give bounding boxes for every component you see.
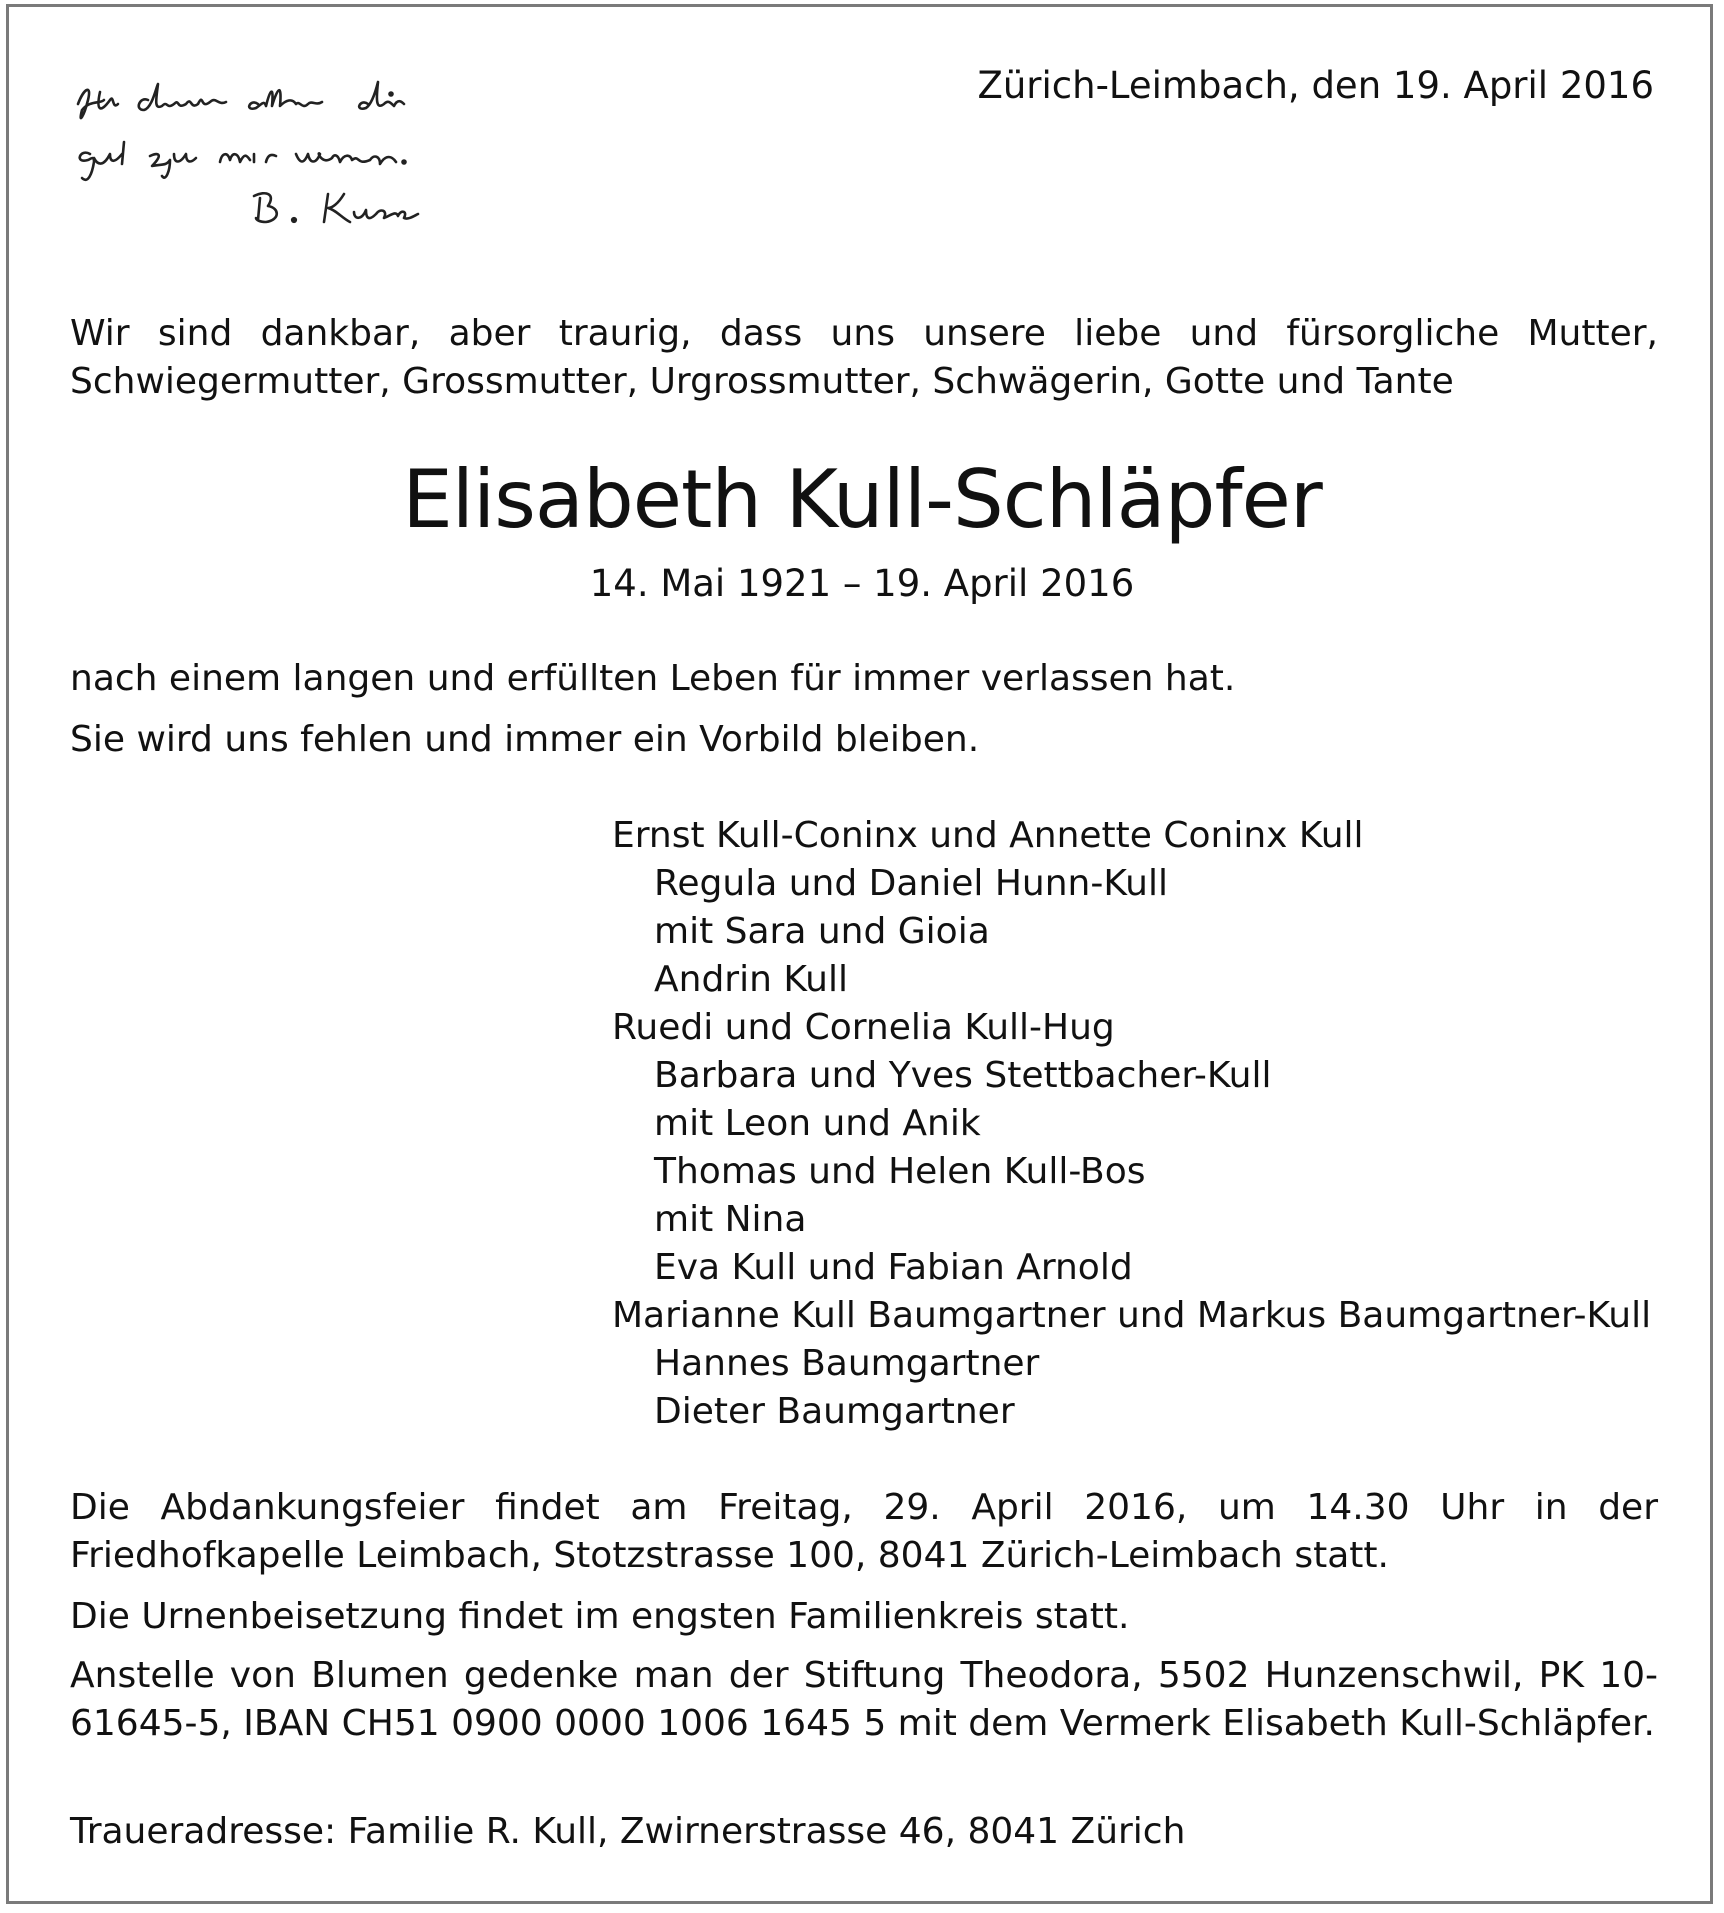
mourner-family: Ruedi und Cornelia Kull-Hug: [612, 1007, 1115, 1048]
handwritten-note-image: [70, 70, 490, 250]
mourner-member: Thomas und Helen Kull-Bos: [654, 1151, 1146, 1192]
life-dates: 14. Mai 1921 – 19. April 2016: [589, 562, 1135, 605]
donation-note: Anstelle von Blumen gedenke man der Stiftung Theodora, 5502 Hunzenschwil, PK 10-61645-5, IBAN CH51 0900 0000 1006 1645 5 mit dem Vermerk Elisabeth Kull-Schläpfer.: [70, 1655, 1658, 1744]
place-and-date: Zürich-Leimbach, den 19. April 2016: [977, 64, 1654, 107]
remembrance-sentence: Sie wird uns fehlen und immer ein Vorbild bleiben.: [70, 719, 980, 760]
mourning-address: Traueradresse: Familie R. Kull, Zwirnerstrasse 46, 8041 Zürich: [70, 1811, 1186, 1852]
mourner-member: Hannes Baumgartner: [654, 1343, 1040, 1384]
mourner-member: Eva Kull und Fabian Arnold: [654, 1247, 1133, 1288]
mourner-family: Marianne Kull Baumgartner und Markus Baumgartner-Kull: [612, 1295, 1652, 1336]
intro-paragraph: Wir sind dankbar, aber traurig, dass uns unsere liebe und fürsorgliche Mutter, Schwiegermutter, Grossmutter, Urgrossmutter, Schwägerin, Gotte und Tante: [70, 313, 1658, 402]
deceased-name: Elisabeth Kull-Schläpfer: [402, 453, 1322, 546]
mourner-member: Barbara und Yves Stettbacher-Kull: [654, 1055, 1272, 1096]
mourner-member: mit Sara und Gioia: [654, 911, 990, 952]
mourner-member: Andrin Kull: [654, 959, 848, 1000]
burial-note: Die Urnenbeisetzung findet im engsten Familienkreis statt.: [70, 1596, 1130, 1637]
mourner-member: Regula und Daniel Hunn-Kull: [654, 863, 1168, 904]
service-announcement: Die Abdankungsfeier findet am Freitag, 29. April 2016, um 14.30 Uhr in der Friedhofkapelle Leimbach, Stotzstrasse 100, 8041 Zürich-Leimbach statt.: [70, 1487, 1658, 1576]
mourner-member: mit Nina: [654, 1199, 807, 1240]
mourner-family: Ernst Kull-Coninx und Annette Coninx Kull: [612, 815, 1364, 856]
handwriting-signature-graphic: [70, 70, 490, 250]
mourner-member: Dieter Baumgartner: [654, 1391, 1015, 1432]
mourner-member: mit Leon und Anik: [654, 1103, 981, 1144]
passing-sentence: nach einem langen und erfüllten Leben für immer verlassen hat.: [70, 658, 1236, 699]
mourners-list: [612, 812, 1651, 1436]
